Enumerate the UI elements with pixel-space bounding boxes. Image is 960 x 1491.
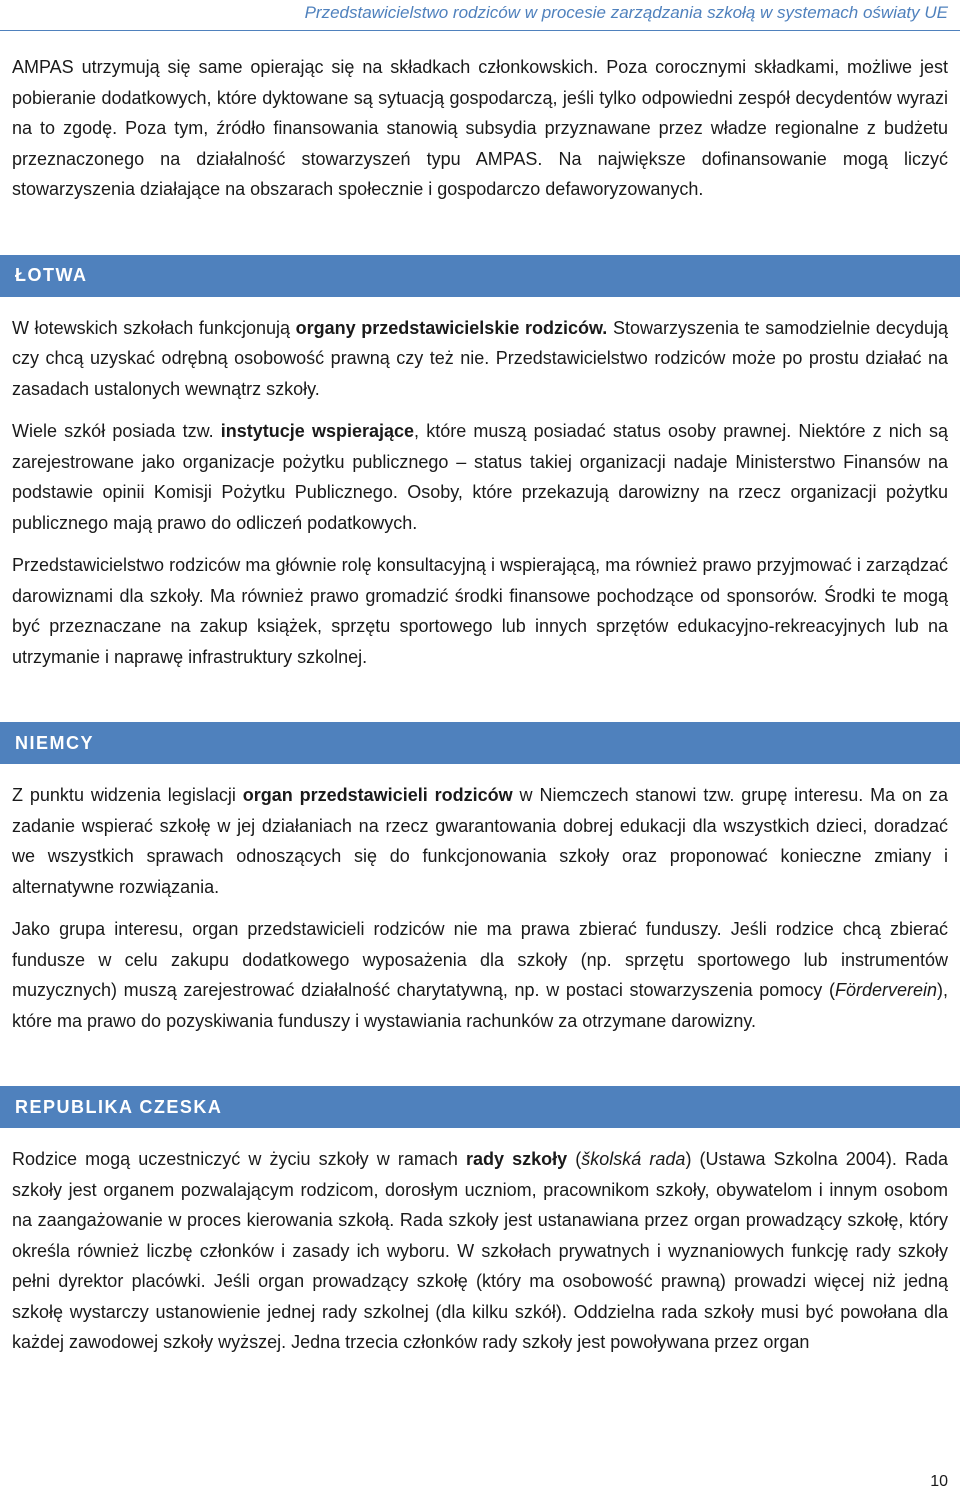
bold-term: instytucje wspierające bbox=[220, 421, 415, 441]
section-heading-czech: REPUBLIKA CZESKA bbox=[0, 1086, 960, 1128]
latvia-paragraph-1: W łotewskich szkołach funkcjonują organy przedstawicielskie rodziców. Stowarzyszenia te samodzielnie decydują czy chcą uzyskać odrębną osobowość prawną czy też nie. Przedstawicielstwo rodziców może po prostu działać na zasadach ustalonych wewnątrz szkoły. bbox=[12, 317, 948, 399]
italic-term: školská rada bbox=[581, 1149, 686, 1169]
section-heading-germany: NIEMCY bbox=[0, 722, 960, 764]
page-number: 10 bbox=[930, 1473, 948, 1490]
running-header: Przedstawicielstwo rodziców w procesie zarządzania szkołą w systemach oświaty UE bbox=[304, 3, 948, 22]
germany-paragraph-2: Jako grupa interesu, organ przedstawicieli rodziców nie ma prawa zbierać funduszy. Jeśli rodzice chcą zbierać fundusze w celu zakupu dodatkowego wyposażenia dla szkoły (np. sprzętu sportowego lub instrumentów muzycznych) muszą zarejestrować działalność charytatywną, np. w postaci stowarzyszenia pomocy (Förderverein), które ma prawo do pozyskiwania funduszy i wystawiania rachunków za otrzymane darowizny. bbox=[12, 919, 948, 1031]
czech-paragraph-1: Rodzice mogą uczestniczyć w życiu szkoły w ramach rady szkoły (školská rada) (Ustawa Szkolna 2004). Rada szkoły jest organem pozwalającym rodzicom, dorosłym uczniom, pracownikom szkoły, obywatelom i innym osobom na zaangażowanie w proces kierowania szkołą. Rada szkoły jest ustanawiana przez organ prowadzący szkołę, który określa również liczbę członków i zasady ich wyboru. W szkołach prywatnych i wyznaniowych funkcję rady szkoły pełni dyrektor placówki. Jeśli organ prowadzący szkołę (który ma osobowość prawną) prowadzi więcej niż jedną szkołę wystarczy ustanowienie jednej rady szkolnej (dla kilku szkół). Oddzielna rada szkoły musi być powołana dla każdej zawodowej szkoły wyższej. Jedna trzecia członków rady szkoły jest powoływana przez organ bbox=[12, 1149, 948, 1352]
document-body bbox=[12, 52, 948, 1370]
italic-term: Förderverein bbox=[834, 980, 937, 1000]
section-heading-latvia: ŁOTWA bbox=[0, 255, 960, 297]
germany-paragraph-1: Z punktu widzenia legislacji organ przedstawicieli rodziców w Niemczech stanowi tzw. grupę interesu. Ma on za zadanie wspierać szkołę w jej działaniach na rzecz gwarantowania dobrej edukacji dla wszystkich dzieci, doradzać we wszystkich sprawach odnoszących się do funkcjonowania szkoły oraz proponować konieczne zmiany i alternatywne rozwiązania. bbox=[12, 785, 948, 897]
bold-term: organ przedstawicieli rodziców bbox=[242, 785, 513, 805]
latvia-paragraph-3: Przedstawicielstwo rodziców ma głównie rolę konsultacyjną i wspierającą, ma również prawo przyjmować i zarządzać darowiznami dla szkoły. Ma również prawo gromadzić środki finansowe pochodzące od sponsorów. Środki te mogą być przeznaczane na zakup książek, sprzętu sportowego lub innych sprzętów edukacyjno-rekreacyjnych lub na utrzymanie i naprawę infrastruktury szkolnej. bbox=[12, 555, 948, 667]
bold-term: rady szkoły bbox=[466, 1149, 568, 1169]
latvia-paragraph-2: Wiele szkół posiada tzw. instytucje wspierające, które muszą posiadać status osoby prawnej. Niektóre z nich są zarejestrowane jako organizacje pożytku publicznego – status takiej organizacji nadaje Ministerstwo Finansów na podstawie opinii Komisji Pożytku Publicznego. Osoby, które przekazują darowizny na rzecz organizacji pożytku publicznego mają prawo do odliczeń podatkowych. bbox=[12, 421, 948, 533]
header-rule bbox=[0, 30, 960, 31]
intro-paragraph: AMPAS utrzymują się same opierając się na składkach członkowskich. Poza corocznymi składkami, możliwe jest pobieranie dodatkowych, które dyktowane są sytuacją gospodarczą, jeśli tylko odpowiedni zespół decydentów wyrazi na to zgodę. Poza tym, źródło finansowania stanowią subsydia przyznawane przez władze regionalne z budżetu przeznaczonego na działalność stowarzyszeń typu AMPAS. Na największe dofinansowanie mogą liczyć stowarzyszenia działające na obszarach społecznie i gospodarczo defaworyzowanych. bbox=[12, 57, 948, 199]
bold-term: organy przedstawicielskie rodziców. bbox=[295, 317, 608, 338]
